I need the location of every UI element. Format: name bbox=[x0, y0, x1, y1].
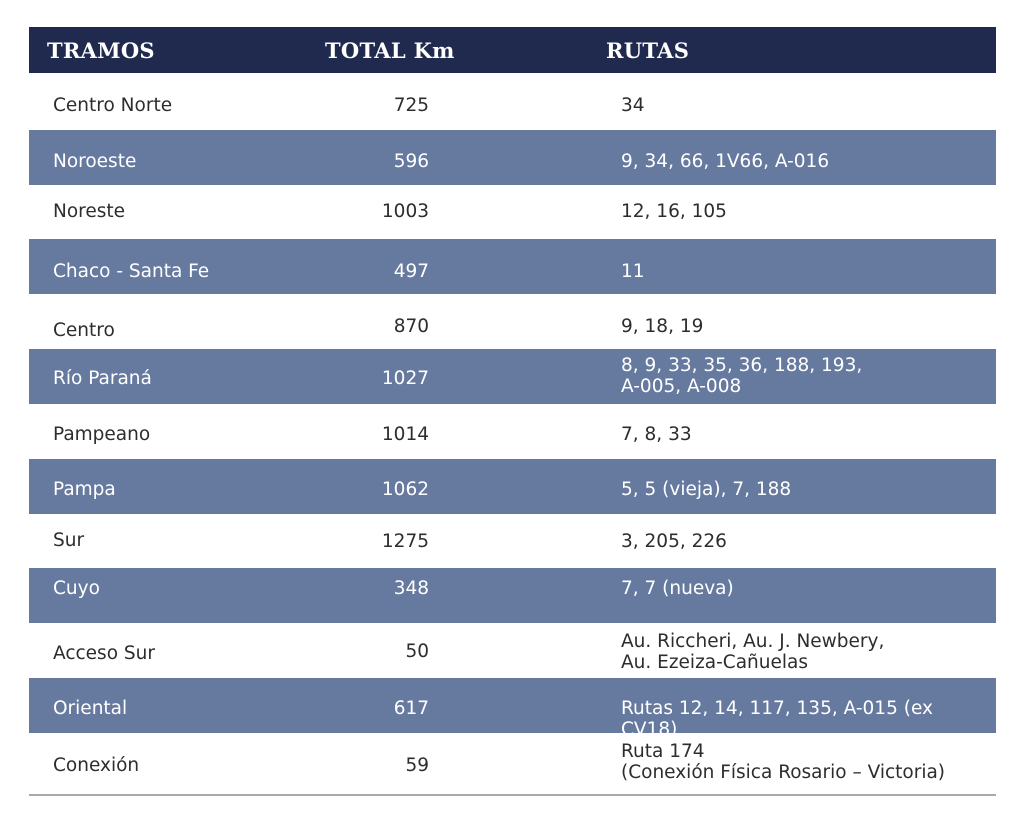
cell-tramo: Chaco - Santa Fe bbox=[53, 261, 210, 282]
cell-tramo: Centro Norte bbox=[53, 95, 173, 116]
cell-rutas: 9, 34, 66, 1V66, A-016 bbox=[621, 151, 830, 172]
cell-km: 497 bbox=[393, 261, 429, 282]
table-bottom-divider bbox=[29, 794, 996, 796]
table-row bbox=[29, 678, 996, 740]
cell-rutas: 11 bbox=[621, 261, 645, 282]
header-tramos: TRAMOS bbox=[47, 38, 155, 63]
table-row bbox=[29, 185, 996, 239]
cell-rutas: 5, 5 (vieja), 7, 188 bbox=[621, 479, 792, 500]
cell-tramo: Cuyo bbox=[53, 578, 100, 599]
cell-rutas: 12, 16, 105 bbox=[621, 201, 727, 222]
cell-km: 870 bbox=[393, 316, 429, 337]
cell-rutas: 3, 205, 226 bbox=[621, 531, 727, 552]
table-row bbox=[29, 733, 996, 791]
header-total-km: TOTAL Km bbox=[325, 38, 455, 63]
cell-km: 1275 bbox=[381, 531, 429, 552]
table-row bbox=[29, 294, 996, 349]
cell-km: 617 bbox=[393, 698, 429, 719]
cell-rutas: 7, 8, 33 bbox=[621, 424, 692, 445]
cell-km: 1014 bbox=[381, 424, 429, 445]
cell-rutas: 7, 7 (nueva) bbox=[621, 578, 734, 599]
cell-tramo: Noreste bbox=[53, 201, 126, 222]
cell-tramo: Pampa bbox=[53, 479, 116, 500]
table-row bbox=[29, 130, 996, 185]
cell-tramo: Noroeste bbox=[53, 151, 137, 172]
cell-rutas: 8, 9, 33, 35, 36, 188, 193, A-005, A-008 bbox=[621, 355, 863, 397]
cell-rutas: Au. Riccheri, Au. J. Newbery, Au. Ezeiza-Cañuelas bbox=[621, 631, 885, 673]
table-header bbox=[29, 27, 996, 73]
table-row bbox=[29, 239, 996, 294]
table-row bbox=[29, 73, 996, 130]
cell-rutas: 9, 18, 19 bbox=[621, 316, 704, 337]
table-row bbox=[29, 623, 996, 678]
cell-tramo: Río Paraná bbox=[53, 368, 152, 389]
cell-km: 1062 bbox=[381, 479, 429, 500]
header-rutas: RUTAS bbox=[606, 38, 690, 63]
table-row bbox=[29, 349, 996, 404]
cell-km: 725 bbox=[393, 95, 429, 116]
cell-km: 596 bbox=[393, 151, 429, 172]
cell-rutas: Ruta 174 (Conexión Física Rosario – Victoria) bbox=[621, 741, 946, 783]
tramos-table bbox=[29, 27, 996, 791]
cell-km: 1003 bbox=[381, 201, 429, 222]
cell-rutas: Rutas 12, 14, 117, 135, A-015 (ex CV18) bbox=[621, 698, 933, 740]
cell-km: 50 bbox=[405, 641, 429, 662]
cell-tramo: Sur bbox=[53, 530, 85, 551]
cell-tramo: Pampeano bbox=[53, 424, 151, 445]
cell-km: 348 bbox=[393, 578, 429, 599]
table-row bbox=[29, 514, 996, 568]
table-row bbox=[29, 459, 996, 514]
cell-tramo: Acceso Sur bbox=[53, 643, 155, 664]
cell-rutas: 34 bbox=[621, 95, 645, 116]
cell-km: 59 bbox=[405, 755, 429, 776]
table-row bbox=[29, 404, 996, 459]
cell-tramo: Conexión bbox=[53, 755, 140, 776]
cell-km: 1027 bbox=[381, 368, 429, 389]
cell-tramo: Oriental bbox=[53, 698, 128, 719]
cell-tramo: Centro bbox=[53, 320, 115, 341]
table-row bbox=[29, 568, 996, 623]
